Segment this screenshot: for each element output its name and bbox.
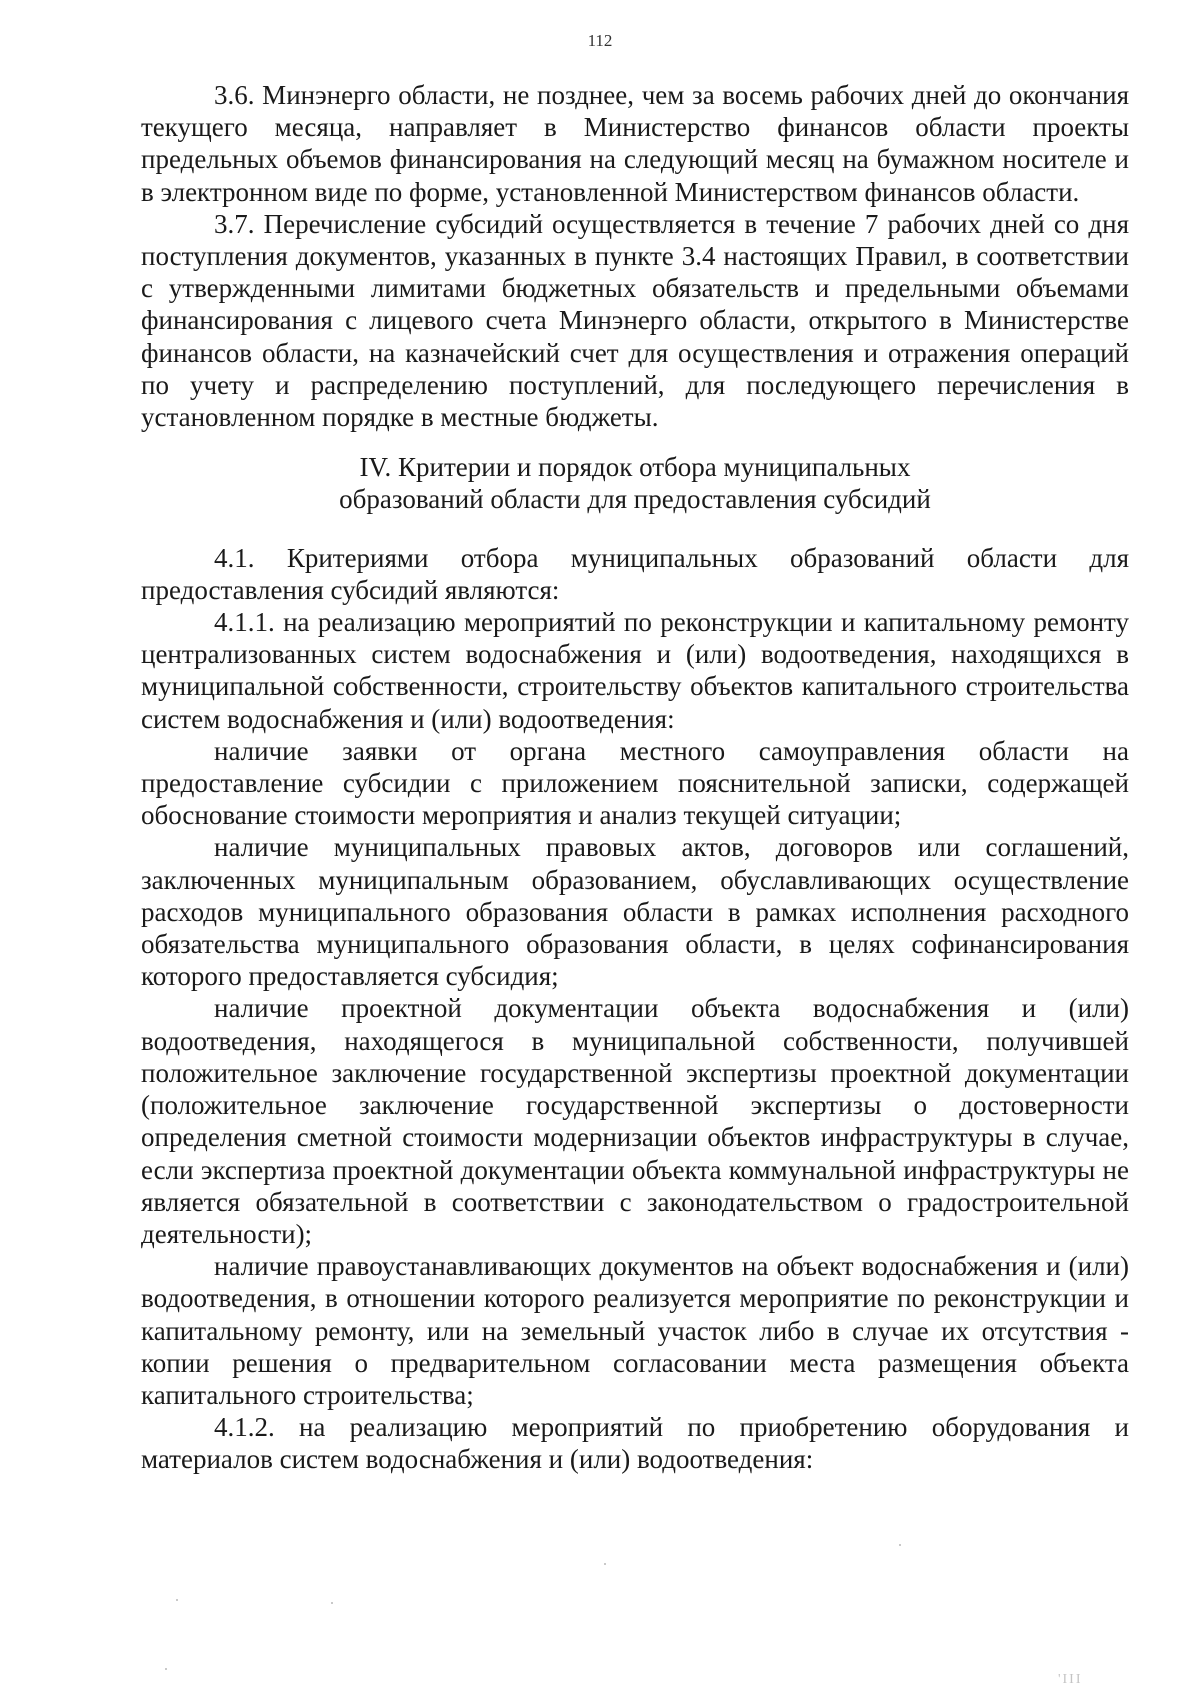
section-heading — [141, 451, 1129, 515]
scan-speck — [604, 1563, 606, 1565]
paragraph-4-1-1: 4.1.1. на реализацию мероприятий по реконструкции и капитальному ремонту централизованных систем водоснабжения и (или) водоотведения, находящихся в муниципальной собственности, строительству объектов капитального строительства систем водоснабжения и (или) водоотведения: — [141, 607, 1129, 734]
scan-speck — [176, 1599, 178, 1601]
requirement-project-documentation: наличие проектной документации объекта водоснабжения и (или) водоотведения, находящегося в муниципальной собственности, получившей положительное заключение государственной экспертизы проектной документации (положительное заключение государственной экспертизы о достоверности определения сметной стоимости модернизации объектов инфраструктуры в случае, если экспертиза проектной документации объекта коммунальной инфраструктуры не является обязательной в соответствии с законодательством о градостроительной деятельности); — [141, 993, 1129, 1249]
requirement-title-documents: наличие правоустанавливающих документов на объект водоснабжения и (или) водоотведения, в отношении которого реализуется мероприятие по реконструкции и капитальному ремонту, или на земельный участок либо в случае их отсутствия - копии решения о предварительном согласовании места размещения объекта капитального строительства; — [141, 1251, 1129, 1410]
section-heading-line-2: образований области для предоставления субсидий — [339, 484, 931, 515]
document-body — [141, 79, 1129, 1476]
requirement-application: наличие заявки от органа местного самоуправления области на предоставление субсидии с приложением пояснительной записки, содержащей обоснование стоимости мероприятия и анализ текущей ситуации; — [141, 735, 1129, 831]
scan-speck — [899, 1544, 901, 1546]
requirement-legal-acts: наличие муниципальных правовых актов, договоров или соглашений, заключенных муниципальным образованием, обуславливающих осуществление расходов муниципального образования области в рамках исполнения расходного обязательства муниципального образования области, в целях софинансирования которого предоставляется субсидия; — [141, 832, 1129, 992]
page-number: 112 — [587, 31, 613, 50]
paragraph-4-1-2: 4.1.2. на реализацию мероприятий по приобретению оборудования и материалов систем водоснабжения и (или) водоотведения: — [141, 1412, 1129, 1475]
scan-corner-mark: 'ІІІ — [1058, 1672, 1083, 1687]
scan-speck — [165, 1668, 167, 1670]
paragraph-4-1: 4.1. Критериями отбора муниципальных образований области для предоставления субсидий являются: — [141, 542, 1129, 605]
paragraph-3-7: 3.7. Перечисление субсидий осуществляется в течение 7 рабочих дней со дня поступления документов, указанных в пункте 3.4 настоящих Правил, в соответствии с утвержденными лимитами бюджетных обязательств и предельными объемами финансирования с лицевого счета Минэнерго области, открытого в Министерстве финансов области, на казначейский счет для осуществления и отражения операций по учету и распределению поступлений, для последующего перечисления в установленном порядке в местные бюджеты. — [141, 208, 1129, 433]
scan-speck — [331, 1602, 333, 1604]
section-heading-line-1: IV. Критерии и порядок отбора муниципальных — [359, 452, 911, 483]
paragraph-3-6: 3.6. Минэнерго области, не позднее, чем за восемь рабочих дней до окончания текущего месяца, направляет в Министерство финансов области проекты предельных объемов финансирования на следующий месяц на бумажном носителе и в электронном виде по форме, установленной Министерством финансов области. — [141, 80, 1129, 207]
